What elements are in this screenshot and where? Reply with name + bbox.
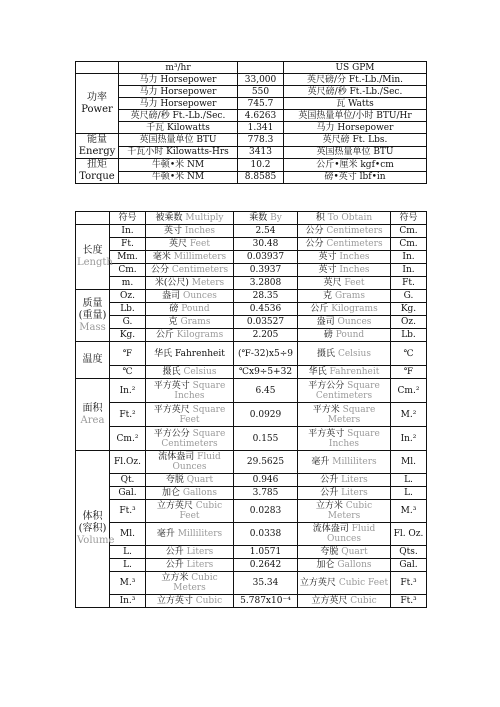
from-unit: 马力 Horsepower bbox=[119, 98, 238, 110]
to-unit: 英尺磅 Ft. Lbs. bbox=[284, 134, 427, 147]
from-symbol: Fl.Oz. bbox=[110, 451, 146, 474]
from-symbol: ℉ bbox=[110, 342, 146, 366]
multiply-unit: 米(公尺) Meters bbox=[146, 277, 234, 290]
factor: (℉-32)x5÷9 bbox=[234, 342, 298, 366]
factor: 6.45 bbox=[234, 379, 298, 403]
from-symbol: L. bbox=[110, 546, 146, 559]
factor: 0.03527 bbox=[234, 316, 298, 329]
from-symbol: Kg. bbox=[110, 329, 146, 342]
category-volume: 体积 (容积) Volume bbox=[76, 451, 110, 608]
multiply-unit: 毫升 Milliliters bbox=[146, 523, 234, 546]
multiply-unit: 加仑 Gallons bbox=[146, 487, 234, 500]
from-symbol: Ft. bbox=[110, 238, 146, 251]
from-symbol: Ml. bbox=[110, 523, 146, 546]
header-unit-b: US GPM bbox=[284, 62, 427, 74]
multiply-unit: 公升 Liters bbox=[146, 546, 234, 559]
obtain-unit: 公斤 Kilograms bbox=[298, 303, 391, 316]
multiply-unit: 英寸 Inches bbox=[146, 225, 234, 238]
multiply-unit: 磅 Pound bbox=[146, 303, 234, 316]
multiply-unit: 华氏 Fahrenheit bbox=[146, 342, 234, 366]
header-symbol: 符号 bbox=[391, 212, 427, 225]
to-symbol: ℃ bbox=[391, 342, 427, 366]
to-unit: 磅•英寸 lbf•in bbox=[284, 171, 427, 184]
obtain-unit: 公分 Centimeters bbox=[298, 238, 391, 251]
from-symbol: Mm. bbox=[110, 251, 146, 264]
from-symbol: Oz. bbox=[110, 290, 146, 303]
factor: 745.7 bbox=[238, 98, 284, 110]
obtain-unit: 英寸 Inches bbox=[298, 264, 391, 277]
obtain-unit: 公升 Liters bbox=[298, 487, 391, 500]
to-unit: 瓦 Watts bbox=[284, 98, 427, 110]
factor: ℃x9÷5+32 bbox=[234, 366, 298, 379]
factor: 1.0571 bbox=[234, 546, 298, 559]
multiply-unit: 摄氏 Celsius bbox=[146, 366, 234, 379]
obtain-unit: 公分 Centimeters bbox=[298, 225, 391, 238]
to-symbol: G. bbox=[391, 290, 427, 303]
header-row bbox=[76, 212, 427, 225]
obtain-unit: 平方公分 Square Centimeters bbox=[298, 379, 391, 403]
to-symbol: Qts. bbox=[391, 546, 427, 559]
factor: 0.2642 bbox=[234, 559, 298, 572]
from-symbol: G. bbox=[110, 316, 146, 329]
multiply-unit: 平方英尺 Square Feet bbox=[146, 403, 234, 427]
blank-cell bbox=[76, 212, 110, 225]
factor: 4.6263 bbox=[238, 110, 284, 122]
factor: 0.03937 bbox=[234, 251, 298, 264]
to-symbol: M.² bbox=[391, 403, 427, 427]
to-symbol: Lb. bbox=[391, 329, 427, 342]
obtain-unit: 立方英尺 Cubic Feet bbox=[298, 572, 391, 595]
category-length: 长度 Length bbox=[76, 225, 110, 290]
to-symbol: Cm.² bbox=[391, 379, 427, 403]
from-symbol: M.³ bbox=[110, 572, 146, 595]
factor: 35.34 bbox=[234, 572, 298, 595]
to-symbol: Kg. bbox=[391, 303, 427, 316]
from-symbol: m. bbox=[110, 277, 146, 290]
header-multiply: 被乘数 Multiply bbox=[146, 212, 234, 225]
to-unit: 英国热量单位 BTU bbox=[284, 146, 427, 159]
from-symbol: Lb. bbox=[110, 303, 146, 316]
multiply-unit: 公升 Liters bbox=[146, 559, 234, 572]
multiply-unit: 盎司 Ounces bbox=[146, 290, 234, 303]
from-symbol: Ft.² bbox=[110, 403, 146, 427]
to-symbol: In. bbox=[391, 264, 427, 277]
obtain-unit: 平方英寸 Square Inches bbox=[298, 427, 391, 451]
obtain-unit: 英寸 Inches bbox=[298, 251, 391, 264]
from-unit: 牛顿•米 NM bbox=[119, 171, 238, 184]
to-symbol: Ml. bbox=[391, 451, 427, 474]
factor: 0.946 bbox=[234, 474, 298, 487]
category-area: 面积 Area bbox=[76, 379, 110, 451]
factor: 10.2 bbox=[238, 159, 284, 172]
from-symbol: Cm. bbox=[110, 264, 146, 277]
factor: 1.341 bbox=[238, 122, 284, 134]
blank-cell bbox=[238, 62, 284, 74]
factor: 5.787x10⁻⁴ bbox=[234, 595, 298, 608]
factor: 0.155 bbox=[234, 427, 298, 451]
to-symbol: ℉ bbox=[391, 366, 427, 379]
multiply-unit: 平方英寸 Square Inches bbox=[146, 379, 234, 403]
factor: 0.3937 bbox=[234, 264, 298, 277]
to-symbol: In.² bbox=[391, 427, 427, 451]
factor: 0.4536 bbox=[234, 303, 298, 316]
to-symbol: Cm. bbox=[391, 225, 427, 238]
unit-conversion-table bbox=[75, 211, 427, 608]
to-symbol: Gal. bbox=[391, 559, 427, 572]
obtain-unit: 克 Grams bbox=[298, 290, 391, 303]
factor: 33,000 bbox=[238, 74, 284, 86]
category-mass: 质量 (重量) Mass bbox=[76, 290, 110, 342]
from-unit: 马力 Horsepower bbox=[119, 86, 238, 98]
from-symbol: Cm.² bbox=[110, 427, 146, 451]
obtain-unit: 摄氏 Celsius bbox=[298, 342, 391, 366]
factor: 2.54 bbox=[234, 225, 298, 238]
to-unit: 英尺磅/分 Ft.-Lb./Min. bbox=[284, 74, 427, 86]
header-obtain: 积 To Obtain bbox=[298, 212, 391, 225]
factor: 3413 bbox=[238, 146, 284, 159]
multiply-unit: 公分 Centimeters bbox=[146, 264, 234, 277]
multiply-unit: 平方公分 Square Centimeters bbox=[146, 427, 234, 451]
to-unit: 英国热量单位/小时 BTU/Hr bbox=[284, 110, 427, 122]
to-symbol: Ft.³ bbox=[391, 595, 427, 608]
to-symbol: M.³ bbox=[391, 500, 427, 523]
to-symbol: Fl. Oz. bbox=[391, 523, 427, 546]
multiply-unit: 公斤 Kilograms bbox=[146, 329, 234, 342]
factor: 0.0338 bbox=[234, 523, 298, 546]
factor: 28.35 bbox=[234, 290, 298, 303]
header-by: 乘数 By bbox=[234, 212, 298, 225]
multiply-unit: 克 Grams bbox=[146, 316, 234, 329]
obtain-unit: 平方米 Square Meters bbox=[298, 403, 391, 427]
from-unit: 牛顿•米 NM bbox=[119, 159, 238, 172]
obtain-unit: 英尺 Feet bbox=[298, 277, 391, 290]
obtain-unit: 立方米 Cubic Meters bbox=[298, 500, 391, 523]
multiply-unit: 立方英尺 Cubic Feet bbox=[146, 500, 234, 523]
obtain-unit: 夸脱 Quart bbox=[298, 546, 391, 559]
factor: 8.8585 bbox=[238, 171, 284, 184]
category-torque: 扭矩 Torque bbox=[76, 159, 119, 184]
factor: 29.5625 bbox=[234, 451, 298, 474]
obtain-unit: 公升 Liters bbox=[298, 474, 391, 487]
multiply-unit: 毫米 Millimeters bbox=[146, 251, 234, 264]
to-unit: 公斤•厘米 kgf•cm bbox=[284, 159, 427, 172]
from-symbol: Ft.³ bbox=[110, 500, 146, 523]
obtain-unit: 毫升 Milliliters bbox=[298, 451, 391, 474]
from-symbol: L. bbox=[110, 559, 146, 572]
from-symbol: Qt. bbox=[110, 474, 146, 487]
factor: 3.785 bbox=[234, 487, 298, 500]
factor: 0.0929 bbox=[234, 403, 298, 427]
obtain-unit: 华氏 Fahrenheit bbox=[298, 366, 391, 379]
multiply-unit: 流体盎司 Fluid Ounces bbox=[146, 451, 234, 474]
from-unit: 千瓦 Kilowatts bbox=[119, 122, 238, 134]
obtain-unit: 磅 Pound bbox=[298, 329, 391, 342]
to-unit: 英尺磅/秒 Ft.-Lb./Sec. bbox=[284, 86, 427, 98]
factor: 30.48 bbox=[234, 238, 298, 251]
to-unit: 马力 Horsepower bbox=[284, 122, 427, 134]
obtain-unit: 盎司 Ounces bbox=[298, 316, 391, 329]
header-symbol: 符号 bbox=[110, 212, 146, 225]
multiply-unit: 立方英寸 Cubic bbox=[146, 595, 234, 608]
header-unit-a: m³/hr bbox=[119, 62, 238, 74]
factor: 3.2808 bbox=[234, 277, 298, 290]
obtain-unit: 立方英尺 Cubic bbox=[298, 595, 391, 608]
factor: 0.0283 bbox=[234, 500, 298, 523]
factor: 778.3 bbox=[238, 134, 284, 147]
from-symbol: ℃ bbox=[110, 366, 146, 379]
factor: 2.205 bbox=[234, 329, 298, 342]
blank-cell bbox=[76, 62, 119, 74]
multiply-unit: 立方米 Cubic Meters bbox=[146, 572, 234, 595]
category-temperature: 温度 bbox=[76, 342, 110, 379]
to-symbol: L. bbox=[391, 487, 427, 500]
from-symbol: In. bbox=[110, 225, 146, 238]
from-symbol: Gal. bbox=[110, 487, 146, 500]
to-symbol: Cm. bbox=[391, 238, 427, 251]
multiply-unit: 英尺 Feet bbox=[146, 238, 234, 251]
category-energy: 能量 Energy bbox=[76, 134, 119, 159]
from-unit: 英尺磅/秒 Ft.-Lb./Sec. bbox=[119, 110, 238, 122]
to-symbol: L. bbox=[391, 474, 427, 487]
from-unit: 千瓦小时 Kilowatts-Hrs bbox=[119, 146, 238, 159]
obtain-unit: 加仑 Gallons bbox=[298, 559, 391, 572]
from-unit: 英国热量单位 BTU bbox=[119, 134, 238, 147]
from-unit: 马力 Horsepower bbox=[119, 74, 238, 86]
factor: 550 bbox=[238, 86, 284, 98]
to-symbol: In. bbox=[391, 251, 427, 264]
multiply-unit: 夸脱 Quart bbox=[146, 474, 234, 487]
power-energy-torque-table bbox=[75, 61, 427, 184]
category-power: 功率 Power bbox=[76, 74, 119, 134]
obtain-unit: 流体盎司 Fluid Ounces bbox=[298, 523, 391, 546]
to-symbol: Ft. bbox=[391, 277, 427, 290]
from-symbol: In.³ bbox=[110, 595, 146, 608]
from-symbol: In.² bbox=[110, 379, 146, 403]
to-symbol: Oz. bbox=[391, 316, 427, 329]
to-symbol: Ft.³ bbox=[391, 572, 427, 595]
